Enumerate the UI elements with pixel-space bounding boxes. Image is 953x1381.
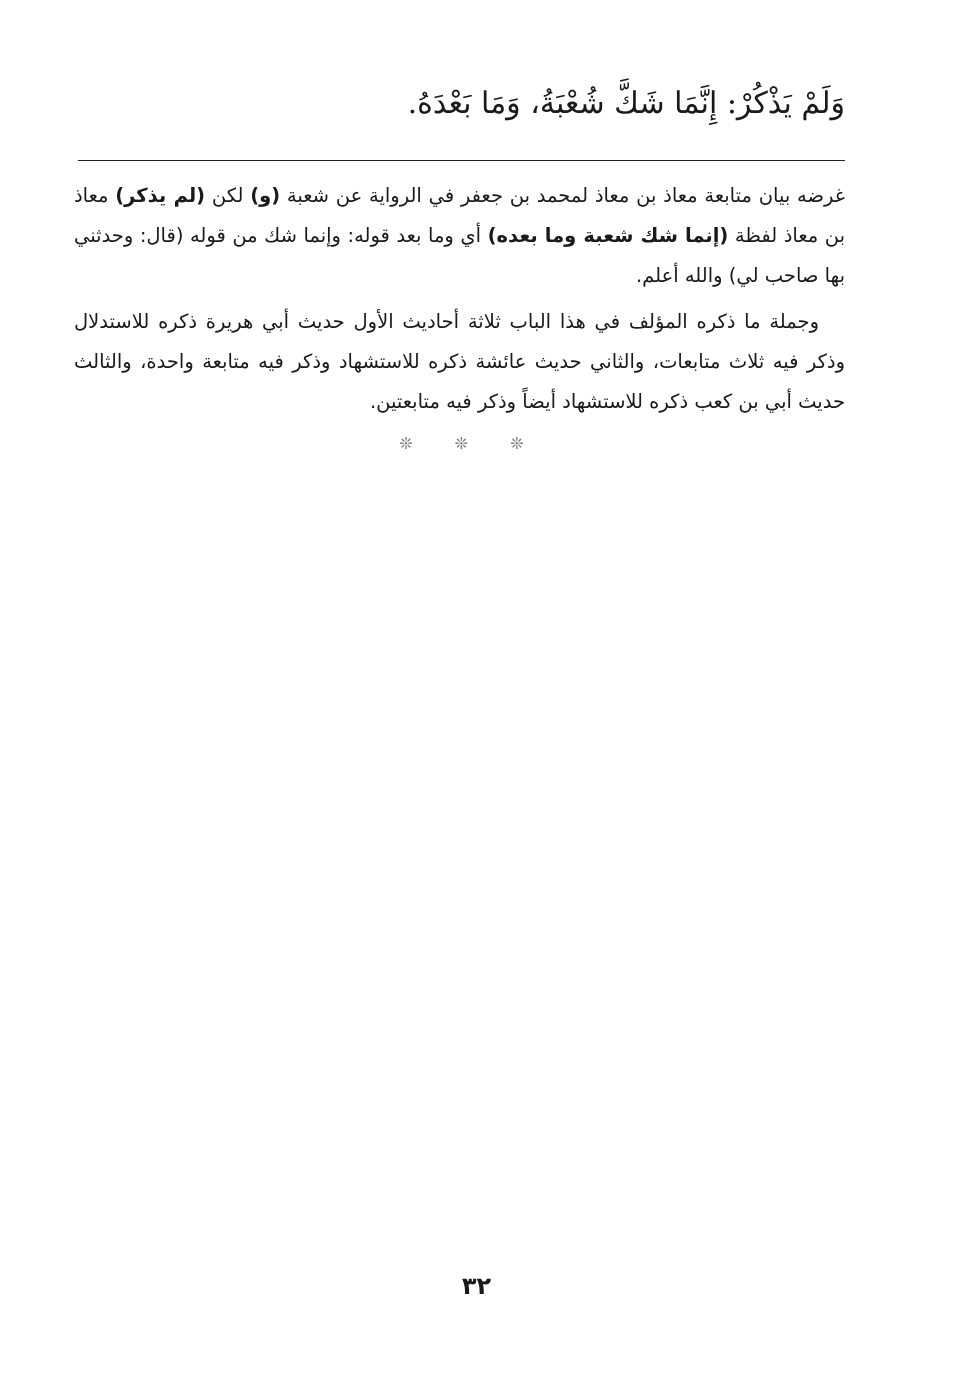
star-ornament-icon: ❊ xyxy=(399,434,443,453)
commentary-text: لكن xyxy=(205,184,251,207)
star-ornament-icon: ❊ xyxy=(510,434,554,453)
quoted-term: (لم يذكر) xyxy=(115,184,206,207)
star-ornament-icon: ❊ xyxy=(454,434,499,453)
footnote-divider xyxy=(78,160,845,161)
commentary-paragraph-1 xyxy=(74,176,845,296)
hadith-text: وَلَمْ يَذْكُرْ: إِنَّمَا شَكَّ شُعْبَةُ، وَمَا بَعْدَهُ. xyxy=(407,86,845,121)
commentary-text: غرضه بيان متابعة معاذ بن معاذ لمحمد بن جعفر في الرواية عن شعبة xyxy=(280,184,845,207)
page-number: ٣٢ xyxy=(461,1272,492,1300)
section-separator xyxy=(0,434,953,453)
quoted-term: (إنما شك شعبة وما بعده) xyxy=(487,224,729,247)
commentary-block xyxy=(74,176,845,422)
commentary-paragraph-2: وجملة ما ذكره المؤلف في هذا الباب ثلاثة أحاديث الأول حديث أبي هريرة ذكره للاستدلال وذكر فيه ثلاث متابعات، والثاني حديث عائشة ذكره للاستشهاد وذكر فيه متابعة واحدة، والثالث حديث أبي بن كعب ذكره للاستشهاد أيضاً وذكر فيه متابعتين. xyxy=(74,310,845,413)
commentary-text: معاذ بن معاذ لفظة xyxy=(74,184,845,247)
quoted-term: (و) xyxy=(250,184,281,207)
commentary-text: أي وما بعد قوله: وإنما شك من قوله (قال: وحدثني بها صاحب لي) والله أعلم. xyxy=(74,224,845,287)
